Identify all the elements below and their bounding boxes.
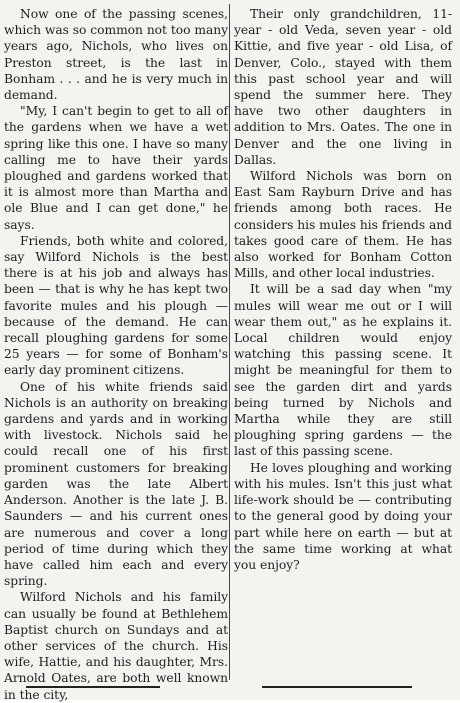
paragraph-sad-day: It will be a sad day when "my mules will wear me out or I will wear them out," as he explains it. Local children would enjoy watching this passing scene. It might be meaningful for them to see the garden dirt and yards being turned by Nichols and Martha while they are still ploughing spring gardens — the last of this passing scene. [234, 282, 452, 459]
paragraph-white-friends: One of his white friends said Nichols is an authority on breaking gardens and yards and in working with livestock. Nichols said he could recall one of his first prominent customers for breaking garden was the late Albert Anderson. Another is the late J. B. Saunders — and his current ones are numerous and cover a long period of time during which they have called him each and every spring. [4, 379, 228, 589]
paragraph-passing-scenes: Now one of the passing scenes, which was so common not too many years ago, Nichols, who lives on Preston street, is the last in Bonham . . . and he is very much in demand. [4, 7, 228, 103]
paragraph-loves-ploughing: He loves ploughing and working with his mules. Isn't this just what life-work should be — contributing to the general good by doing your part while here on earth — but at the same time working at what you enjoy? [234, 460, 452, 572]
article-right-column [234, 6, 452, 573]
bottom-rule-right [262, 686, 412, 688]
paragraph-quote-wet-spring: "My, I can't begin to get to all of the gardens when we have a wet spring like this one. I have so many calling me to have their yards ploughed and gardens worked that it is almost more than Martha and ole Blue and I can get done," he says. [4, 104, 228, 232]
article-left-column [4, 6, 228, 703]
paragraph-born-on: Wilford Nichols was born on East Sam Rayburn Drive and has friends among both races. He considers his mules his friends and takes good care of them. He has also worked for Bonham Cotton Mills, and other local industries. [234, 169, 452, 281]
paragraph-friends-colored: Friends, both white and colored, say Wilford Nichols is the best there is at his job and always has been — that is why he has kept two favorite mules and his plough — because of the demand. He can recall ploughing gardens for some 25 years — for some of Bonham's early day prominent citizens. [4, 233, 228, 378]
bottom-rule-left [26, 686, 160, 688]
paragraph-family-church: Wilford Nichols and his family can usually be found at Bethlehem Baptist church on Sundays and at other services of the church. His wife, Hattie, and his daughter, Mrs. Arnold Oates, are both well known in the city, [4, 590, 228, 702]
column-divider [229, 4, 230, 680]
paragraph-grandchildren: Their only grandchildren, 11-year - old Veda, seven year - old Kittie, and five year - old Lisa, of Denver, Colo., stayed with them this past school year and will spend the summer here. They have two other daughters in addition to Mrs. Oates. The one in Denver and the one living in Dallas. [234, 7, 452, 167]
